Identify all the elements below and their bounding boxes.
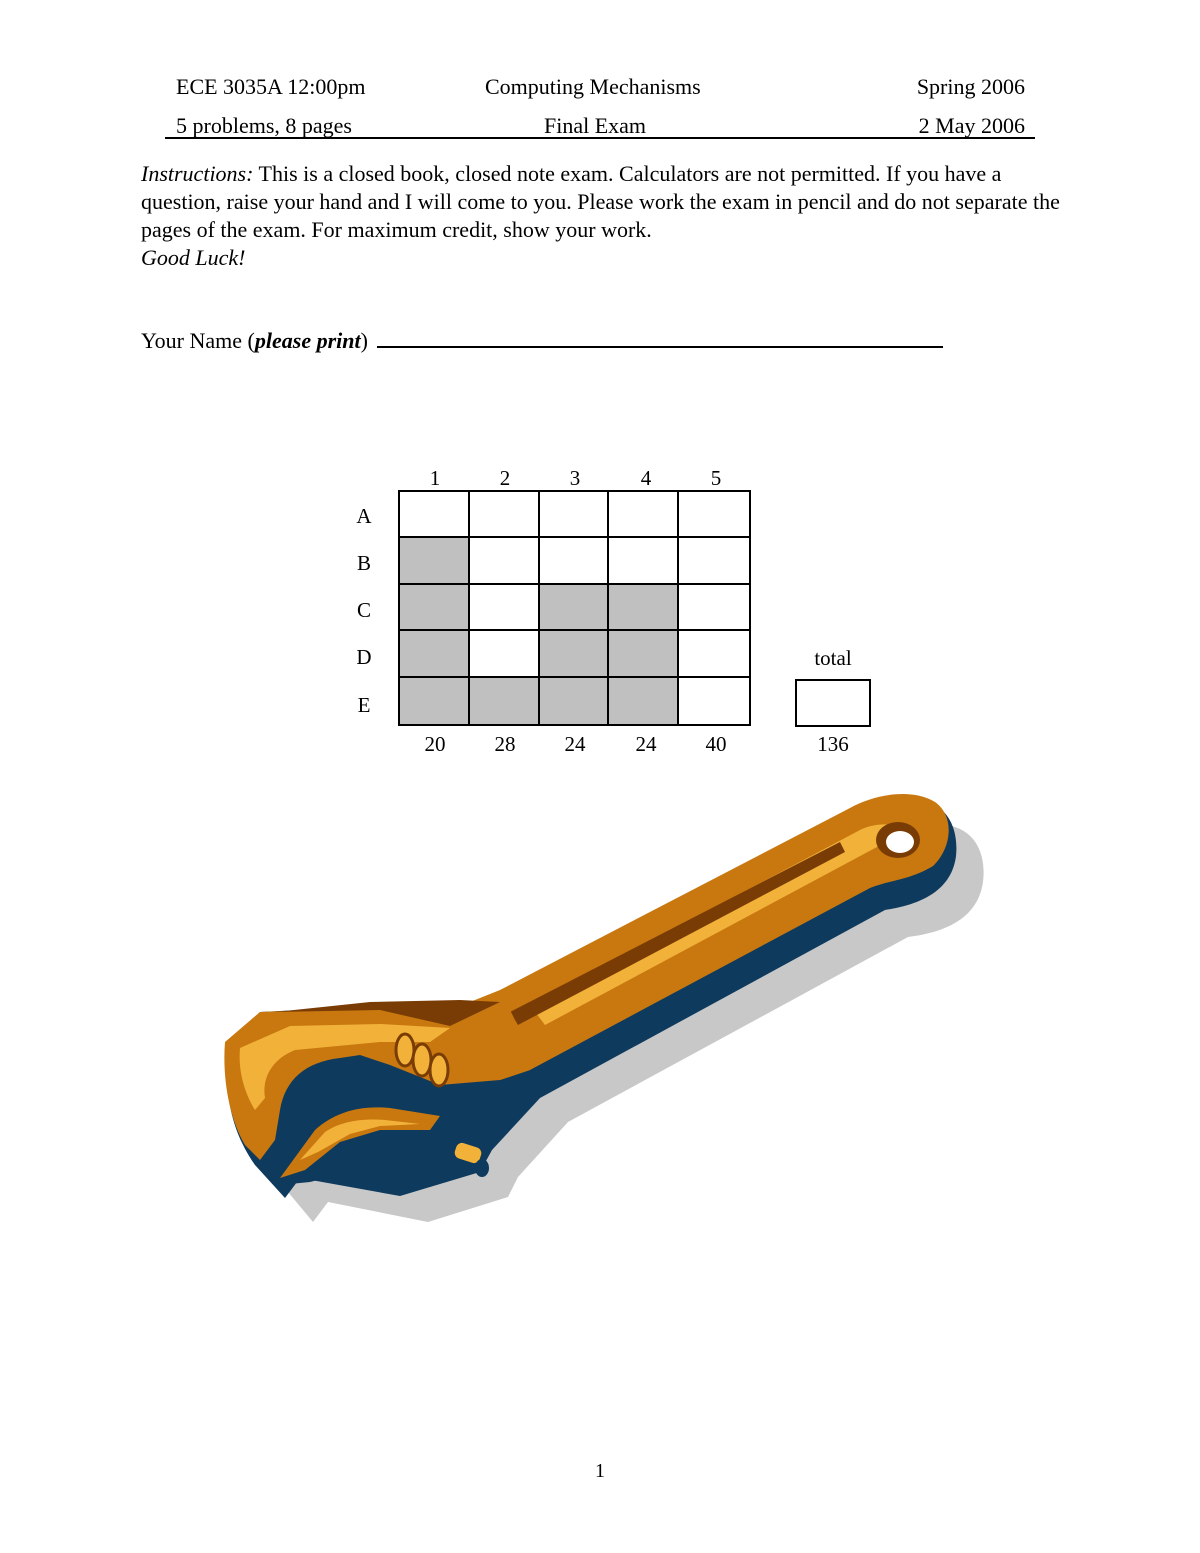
score-cell-a1[interactable] <box>400 492 470 538</box>
exam-type: Final Exam <box>544 113 647 138</box>
score-cell-b2[interactable] <box>470 538 540 584</box>
course-code: ECE 3035A 12:00pm <box>176 74 366 99</box>
col-header-1: 1 <box>429 466 441 490</box>
col-points-3: 24 <box>564 732 586 756</box>
col-points-5: 40 <box>705 732 727 756</box>
score-cell-c2[interactable] <box>470 585 540 631</box>
score-cell-d1 <box>400 631 470 677</box>
score-cell-a4[interactable] <box>609 492 679 538</box>
page-number: 1 <box>595 1460 605 1482</box>
row-label-b: B <box>356 551 371 575</box>
good-luck: Good Luck! <box>141 245 246 270</box>
score-cell-e1 <box>400 678 470 724</box>
score-cell-d2[interactable] <box>470 631 540 677</box>
col-points-4: 24 <box>635 732 657 756</box>
instructions <box>141 160 1061 272</box>
adjustable-wrench-icon <box>200 780 1000 1260</box>
exam-date: 2 May 2006 <box>918 113 1025 138</box>
row-label-d: D <box>356 645 372 669</box>
course-title: Computing Mechanisms <box>485 74 701 99</box>
total-points: 136 <box>817 732 849 756</box>
col-header-2: 2 <box>499 466 511 490</box>
score-cell-a5[interactable] <box>679 492 749 538</box>
score-cell-e5[interactable] <box>679 678 749 724</box>
instructions-text: This is a closed book, closed note exam. Calculators are not permitted. If you have a question, raise your hand and I will come to you. Please work the exam in pencil and do not separate the pages of the exam. For maximum credit, show your work. <box>141 161 1060 242</box>
score-cell-c4 <box>609 585 679 631</box>
score-cell-e4 <box>609 678 679 724</box>
score-cell-b4[interactable] <box>609 538 679 584</box>
score-cell-d5[interactable] <box>679 631 749 677</box>
score-cell-e2 <box>470 678 540 724</box>
score-cell-b1 <box>400 538 470 584</box>
total-score-box[interactable] <box>795 679 871 727</box>
score-cell-d3 <box>540 631 610 677</box>
col-points-2: 28 <box>494 732 516 756</box>
score-cell-c1 <box>400 585 470 631</box>
row-label-e: E <box>357 693 371 717</box>
score-cell-c5[interactable] <box>679 585 749 631</box>
name-label-prefix: Your Name ( <box>141 328 255 353</box>
row-label-a: A <box>356 504 372 528</box>
term: Spring 2006 <box>916 74 1025 99</box>
col-points-1: 20 <box>424 732 446 756</box>
score-cell-c3 <box>540 585 610 631</box>
name-label-suffix: ) <box>360 328 368 353</box>
row-label-c: C <box>356 598 371 622</box>
score-cell-b3[interactable] <box>540 538 610 584</box>
col-header-5: 5 <box>710 466 722 490</box>
score-grid <box>398 490 751 726</box>
total-label: total <box>814 646 852 670</box>
score-cell-a2[interactable] <box>470 492 540 538</box>
score-cell-e3 <box>540 678 610 724</box>
col-header-4: 4 <box>640 466 652 490</box>
name-blank-line[interactable] <box>377 326 943 348</box>
col-header-3: 3 <box>569 466 581 490</box>
name-field[interactable] <box>141 326 943 355</box>
instructions-label: Instructions: <box>141 161 254 186</box>
exam-scope: 5 problems, 8 pages <box>176 113 352 138</box>
score-cell-b5[interactable] <box>679 538 749 584</box>
header-rule <box>165 137 1035 139</box>
score-cell-d4 <box>609 631 679 677</box>
score-cell-a3[interactable] <box>540 492 610 538</box>
name-label-emphasis: please print <box>254 328 361 353</box>
